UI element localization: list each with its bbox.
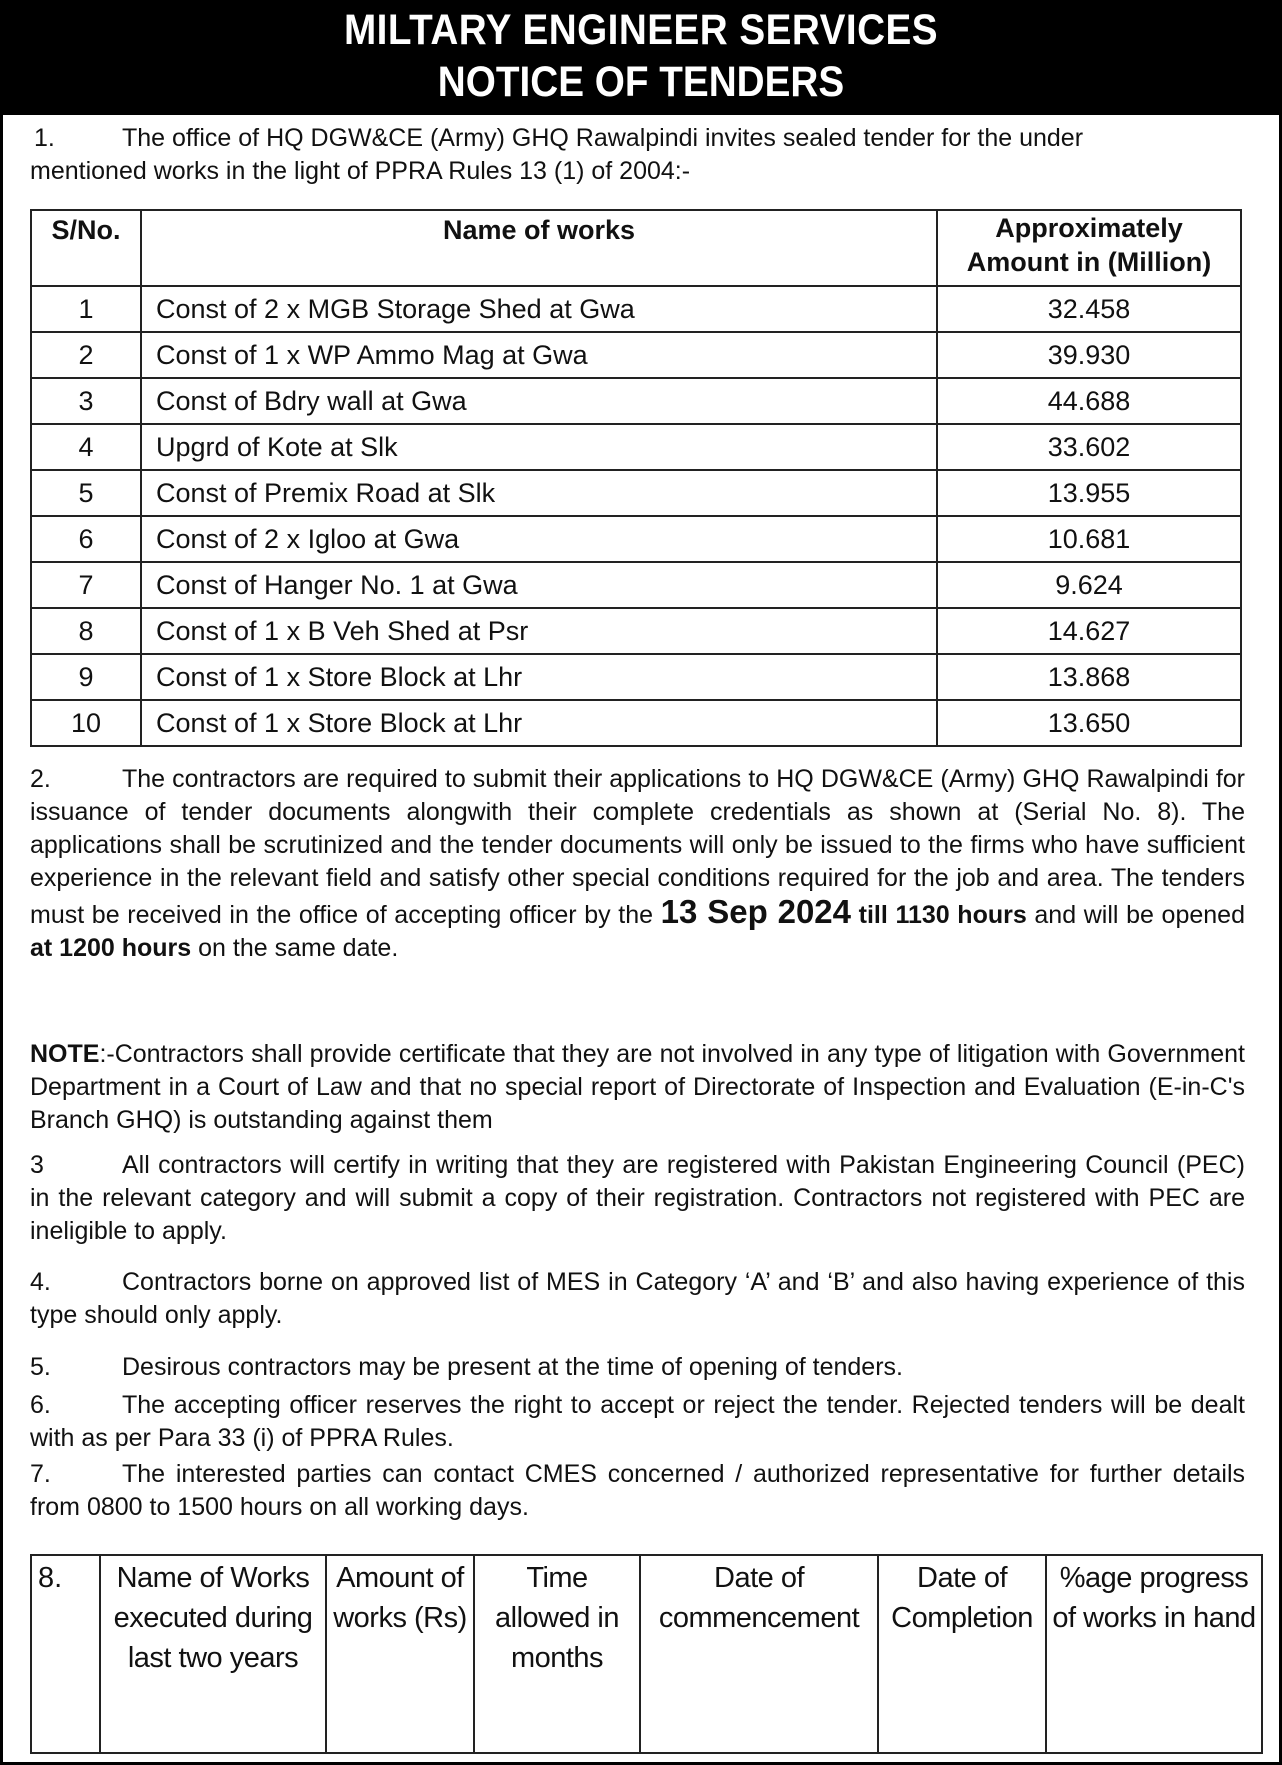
row-amount: 33.602 bbox=[937, 424, 1241, 470]
col-progress: %age progress of works in hand bbox=[1046, 1555, 1262, 1753]
credentials-header-row bbox=[31, 1555, 1262, 1753]
paragraph-4 bbox=[30, 1266, 1245, 1332]
para-4-number: 4. bbox=[30, 1268, 51, 1296]
row-amount: 13.650 bbox=[937, 700, 1241, 746]
row-work-name: Const of 1 x Store Block at Lhr bbox=[141, 654, 937, 700]
table-row bbox=[31, 470, 1241, 516]
closing-date: 13 Sep 2024 bbox=[660, 893, 851, 930]
works-table bbox=[30, 209, 1242, 747]
row-work-name: Const of Bdry wall at Gwa bbox=[141, 378, 937, 424]
col-name-of-works: Name of works bbox=[141, 210, 937, 286]
row-amount: 44.688 bbox=[937, 378, 1241, 424]
para-5-text: Desirous contractors may be present at the time of opening of tenders. bbox=[122, 1353, 903, 1381]
table-row bbox=[31, 332, 1241, 378]
paragraph-6 bbox=[30, 1389, 1245, 1455]
note-text: :-Contractors shall provide certificate that they are not involved in any type of litigation with Government Department in a Court of Law and that no special report of Directorate of Inspection and Evaluation (E-in-C's Branch GHQ) is outstanding against them bbox=[30, 1040, 1245, 1134]
table-row bbox=[31, 608, 1241, 654]
paragraph-1 bbox=[30, 122, 1245, 188]
row-amount: 32.458 bbox=[937, 286, 1241, 332]
para-2-text-c: on the same date. bbox=[198, 934, 399, 962]
col-amount-line1: Approximately bbox=[995, 213, 1183, 243]
col-date-completion: Date of Completion bbox=[878, 1555, 1046, 1753]
works-table-header bbox=[31, 210, 1241, 286]
row-sn: 1 bbox=[31, 286, 141, 332]
para-6-text: The accepting officer reserves the right to accept or reject the tender. Rejected tenders will be dealt with as per Para 33 (i) of PPRA Rules. bbox=[30, 1391, 1245, 1452]
para-5-number: 5. bbox=[30, 1353, 51, 1381]
row-amount: 14.627 bbox=[937, 608, 1241, 654]
col-sno: S/No. bbox=[31, 210, 141, 286]
row-work-name: Const of 1 x B Veh Shed at Psr bbox=[141, 608, 937, 654]
row-sn: 6 bbox=[31, 516, 141, 562]
header-title: MILTARY ENGINEER SERVICES bbox=[344, 6, 939, 54]
para-3-number: 3 bbox=[30, 1151, 44, 1179]
para-2-text-a: The contractors are required to submit their applications to HQ DGW&CE (Army) GHQ Rawalpindi for issuance of tender documents alongwith their complete credentials as shown at (Serial No. 8). The applications shall be scrutinized and the tender documents will only be issued to the firms who have sufficient experience in the relevant field and satisfy other special conditions required for the job and area. The tenders must be received in the office of accepting officer by the bbox=[30, 765, 1245, 929]
col-amount-of-works: Amount of works (Rs) bbox=[326, 1555, 474, 1753]
table-row bbox=[31, 378, 1241, 424]
row-amount: 10.681 bbox=[937, 516, 1241, 562]
row-sn: 8 bbox=[31, 608, 141, 654]
note-label: NOTE bbox=[30, 1040, 100, 1068]
row-work-name: Const of Hanger No. 1 at Gwa bbox=[141, 562, 937, 608]
row-sn: 2 bbox=[31, 332, 141, 378]
note-paragraph bbox=[30, 1038, 1245, 1137]
row-sn: 3 bbox=[31, 378, 141, 424]
row-work-name: Const of 2 x MGB Storage Shed at Gwa bbox=[141, 286, 937, 332]
para-1-number: 1. bbox=[34, 124, 55, 152]
credentials-table bbox=[30, 1554, 1263, 1754]
col-amount bbox=[937, 210, 1241, 286]
row-work-name: Const of Premix Road at Slk bbox=[141, 470, 937, 516]
paragraph-3 bbox=[30, 1149, 1245, 1248]
row-sn: 4 bbox=[31, 424, 141, 470]
para-7-text: The interested parties can contact CMES concerned / authorized representative for further details from 0800 to 1500 hours on all working days. bbox=[30, 1460, 1245, 1521]
row-work-name: Const of 2 x Igloo at Gwa bbox=[141, 516, 937, 562]
para-1-text-line1: The office of HQ DGW&CE (Army) GHQ Rawalpindi invites sealed tender for the under bbox=[122, 124, 1084, 152]
row-amount: 13.955 bbox=[937, 470, 1241, 516]
paragraph-2 bbox=[30, 763, 1245, 965]
paragraph-7 bbox=[30, 1458, 1245, 1524]
header-banner bbox=[0, 0, 1282, 115]
col-works-executed: Name of Works executed during last two years bbox=[100, 1555, 326, 1753]
row-sn: 7 bbox=[31, 562, 141, 608]
row-work-name: Const of 1 x Store Block at Lhr bbox=[141, 700, 937, 746]
row-sn: 5 bbox=[31, 470, 141, 516]
closing-time: till 1130 hours bbox=[858, 901, 1027, 929]
table-row bbox=[31, 654, 1241, 700]
row-sn: 9 bbox=[31, 654, 141, 700]
para-4-text: Contractors borne on approved list of MES in Category ‘A’ and ‘B’ and also having experience of this type should only apply. bbox=[30, 1268, 1245, 1329]
col-date-commencement: Date of commencement bbox=[640, 1555, 878, 1753]
credentials-serial: 8. bbox=[31, 1555, 100, 1753]
para-2-number: 2. bbox=[30, 765, 51, 793]
para-1-text-line2: mentioned works in the light of PPRA Rules 13 (1) of 2004:- bbox=[30, 157, 691, 185]
row-work-name: Upgrd of Kote at Slk bbox=[141, 424, 937, 470]
opening-time: at 1200 hours bbox=[30, 934, 192, 962]
table-row bbox=[31, 286, 1241, 332]
row-work-name: Const of 1 x WP Ammo Mag at Gwa bbox=[141, 332, 937, 378]
table-row bbox=[31, 700, 1241, 746]
row-sn: 10 bbox=[31, 700, 141, 746]
table-row bbox=[31, 562, 1241, 608]
col-time-allowed: Time allowed in months bbox=[474, 1555, 640, 1753]
col-amount-line2: Amount in (Million) bbox=[966, 247, 1212, 277]
row-amount: 13.868 bbox=[937, 654, 1241, 700]
table-row bbox=[31, 516, 1241, 562]
row-amount: 39.930 bbox=[937, 332, 1241, 378]
row-amount: 9.624 bbox=[937, 562, 1241, 608]
header-subtitle: NOTICE OF TENDERS bbox=[437, 58, 845, 106]
para-6-number: 6. bbox=[30, 1391, 51, 1419]
table-row bbox=[31, 424, 1241, 470]
para-3-text: All contractors will certify in writing that they are registered with Pakistan Engineering Council (PEC) in the relevant category and will submit a copy of their registration. Contractors not registered with PEC are ineligible to apply. bbox=[30, 1151, 1245, 1245]
para-2-text-b: and will be opened bbox=[1034, 901, 1245, 929]
paragraph-5 bbox=[30, 1351, 1245, 1384]
para-7-number: 7. bbox=[30, 1460, 51, 1488]
